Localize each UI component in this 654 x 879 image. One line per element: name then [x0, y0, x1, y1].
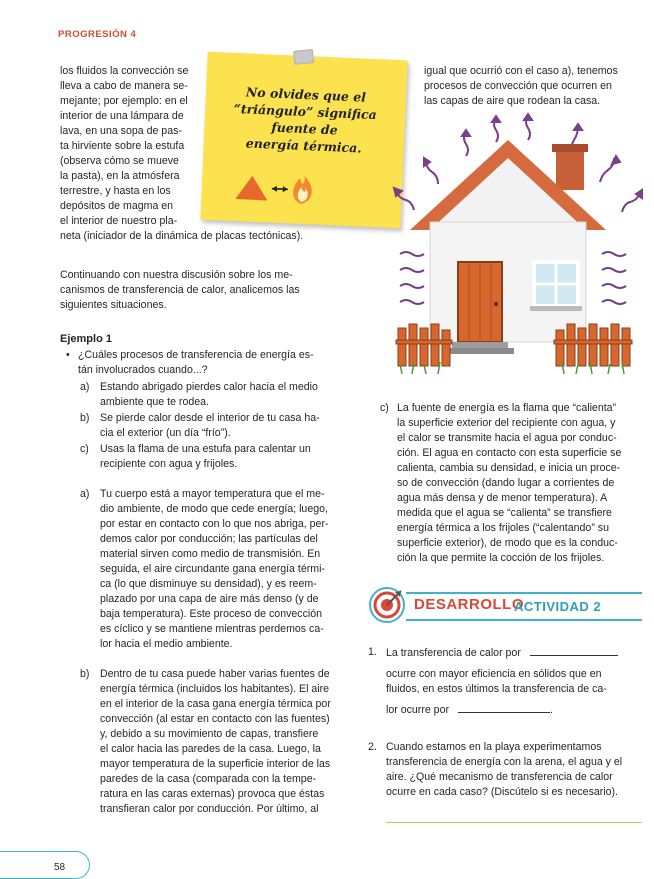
question-2 — [368, 740, 644, 800]
item-line: cia el exterior (un día “frío”). — [100, 427, 231, 439]
item-line: ambiente que te rodea. — [100, 396, 209, 408]
banner-divider — [406, 619, 642, 621]
answer-line: plazado por una capa de aire más denso (y de — [100, 593, 319, 605]
pin-icon — [293, 49, 314, 65]
note-line: No olvides que el — [245, 84, 367, 105]
question-line: lor ocurre por — [386, 704, 449, 716]
answer-b — [80, 667, 346, 817]
note-line: “triángulo” significa — [233, 100, 378, 123]
intro-line: depósitos de magma en — [60, 200, 174, 212]
item-label: c) — [80, 443, 89, 455]
question-line: transferencia de energía con la arena, el agua y el — [386, 756, 623, 768]
question-number: 1. — [368, 646, 377, 658]
answer-line: es cíclico y se mantiene mientras perdemos ca- — [100, 623, 324, 635]
continuation-line: igual que ocurrió con el caso a), tenemos — [424, 65, 618, 77]
example-title: Ejemplo 1 — [60, 333, 112, 345]
activity-banner — [362, 586, 642, 626]
example-item — [80, 442, 346, 472]
item-line: Estando abrigado pierdes calor hacia el medio — [100, 381, 318, 393]
answer-line: ratura en las caras externas) provoca que éstas — [100, 788, 325, 800]
activity-label: ACTIVIDAD 2 — [514, 599, 602, 614]
question-number: 2. — [368, 741, 377, 753]
answer-label: b) — [80, 668, 90, 680]
answer-line: Dentro de tu casa puede haber varias fuentes de — [100, 668, 330, 680]
answer-line: lor hacia el medio ambiente. — [100, 638, 233, 650]
answer-line: paredes de la casa (comparada con la tempe- — [100, 773, 317, 785]
answer-line: energía térmica (incluidos los habitantes). El aire — [100, 683, 330, 695]
intro-line: interior de una lámpara de — [60, 110, 184, 122]
intro-line: lava, en una sopa de pas- — [60, 125, 182, 137]
answer-a — [80, 487, 346, 652]
answer-line: el calor hacia las paredes de la casa. Luego, la — [100, 743, 321, 755]
note-text — [217, 82, 392, 157]
answer-line: dio ambiente, de modo que cede energía; luego, — [100, 503, 328, 515]
triangle-flame-icon — [231, 157, 323, 211]
answer-line: y, debido a su movimiento de capas, transfiere — [100, 728, 319, 740]
answer-line: seguida, el aire circundante gana energía térmi- — [100, 563, 325, 575]
banner-divider — [406, 592, 642, 594]
answer-line: en el interior de la casa gana energía térmica por — [100, 698, 331, 710]
intro-line: terrestre, y hasta en los — [60, 185, 171, 197]
answer-line: energía térmica a los frijoles (“calentando” su — [397, 522, 609, 534]
answer-line: baja temperatura). Este proceso de convección — [100, 608, 323, 620]
page-tab — [0, 851, 90, 879]
reminder-sticky-note — [200, 52, 407, 229]
intro-line: la pasta), en la atmósfera — [60, 170, 180, 182]
discussion-paragraph — [60, 268, 344, 313]
answer-line: el calor se transmite hacia el agua por conduc- — [397, 432, 617, 444]
item-label: b) — [80, 412, 90, 424]
answer-line: por estar en contacto con lo que nos abriga, per- — [100, 518, 329, 530]
continuation-line: las capas de aire que rodean la casa. — [424, 95, 601, 107]
note-line: fuente de — [271, 119, 338, 138]
para-line: siguientes situaciones. — [60, 299, 167, 311]
blank-input[interactable] — [458, 702, 550, 713]
question-line: ocurre en cada caso? (Discútelo si es necesario). — [386, 786, 618, 798]
answer-line: so de convección (dando lugar a corrientes de — [397, 477, 615, 489]
chimney — [556, 148, 584, 190]
example-question — [66, 348, 346, 378]
question-line: Cuando estamos en la playa experimentamos — [386, 741, 602, 753]
answer-line: transfieran calor por conducción. Por último, al — [100, 803, 319, 815]
question-line: tán involucrados cuando...? — [78, 364, 208, 376]
question-line: aire. ¿Qué mecanismo de transferencia de calor — [386, 771, 613, 783]
question-end: . — [549, 704, 553, 716]
para-line: canismos de transferencia de calor, analicemos las — [60, 284, 300, 296]
answer-line: superficie exterior), de modo que es la conduc- — [397, 537, 618, 549]
item-line: Se pierde calor desde el interior de tu casa ha- — [100, 412, 320, 424]
para-line: Continuando con nuestra discusión sobre los me- — [60, 269, 293, 281]
intro-line: el interior de nuestro pla- — [60, 215, 178, 227]
question-1 — [368, 645, 644, 718]
answer-line: medida que el agua se “calienta” se transfiere — [397, 507, 612, 519]
intro-line: neta (iniciador de la dinámica de placas tectónicas). — [60, 230, 304, 242]
right-continuation — [424, 64, 618, 109]
item-label: a) — [80, 381, 90, 393]
question-line: La transferencia de calor por — [386, 647, 521, 659]
continuation-line: procesos de convección que ocurren en — [424, 80, 612, 92]
section-title: DESARROLLO — [414, 596, 524, 613]
intro-line: mejante; por ejemplo: en el — [60, 95, 188, 107]
answer-line: convección (al estar en contacto con las fuentes) — [100, 713, 330, 725]
answer-line: agua más densa y de menor temperatura). A — [397, 492, 608, 504]
answer-line: material sirven como medio de transmisión. En — [100, 548, 321, 560]
answer-line: mayor temperatura de la superficie interior de las — [100, 758, 331, 770]
answer-line: demos calor por conducción; las partículas del — [100, 533, 318, 545]
answer-c — [380, 401, 642, 566]
question-line: ocurre con mayor eficiencia en sólidos que en — [386, 668, 602, 680]
answer-label: c) — [380, 402, 389, 414]
blank-input[interactable] — [530, 645, 618, 656]
note-line: energía térmica. — [245, 135, 362, 156]
answer-line-input[interactable] — [386, 822, 642, 823]
answer-line: ca (lo que disminuye su densidad), y es reem- — [100, 578, 317, 590]
item-line: Usas la flama de una estufa para calentar un — [100, 443, 311, 455]
answer-line: ción. El agua en contacto con esta superficie se — [397, 447, 622, 459]
answer-label: a) — [80, 488, 90, 500]
page-number: 58 — [54, 862, 66, 873]
example-item — [80, 411, 346, 441]
answer-line: calienta, cambia su densidad, e inicia un proce- — [397, 462, 621, 474]
intro-line: los fluidos la convección se — [60, 65, 189, 77]
progression-header: PROGRESIÓN 4 — [58, 29, 137, 40]
intro-line: ta hirviente sobre la estufa — [60, 140, 185, 152]
item-line: recipiente con agua y frijoles. — [100, 458, 238, 470]
intro-line: lleva a cabo de manera se- — [60, 80, 188, 92]
answer-line: la superficie exterior del recipiente con agua, y — [397, 417, 616, 429]
intro-line: (observa cómo se mueve — [60, 155, 179, 167]
answer-line: ción la que permite la cocción de los frijoles. — [397, 552, 605, 564]
question-line: fluidos, en estos últimos la transferencia de ca- — [386, 683, 607, 695]
bullet-icon: • — [66, 349, 70, 361]
example-item — [80, 380, 346, 410]
target-icon — [368, 586, 406, 624]
question-line: ¿Cuáles procesos de transferencia de energía es- — [78, 349, 314, 361]
answer-line: Tu cuerpo está a mayor temperatura que el me- — [100, 488, 325, 500]
house-illustration — [378, 112, 650, 382]
answer-line: La fuente de energía es la flama que “calienta” — [397, 402, 617, 414]
